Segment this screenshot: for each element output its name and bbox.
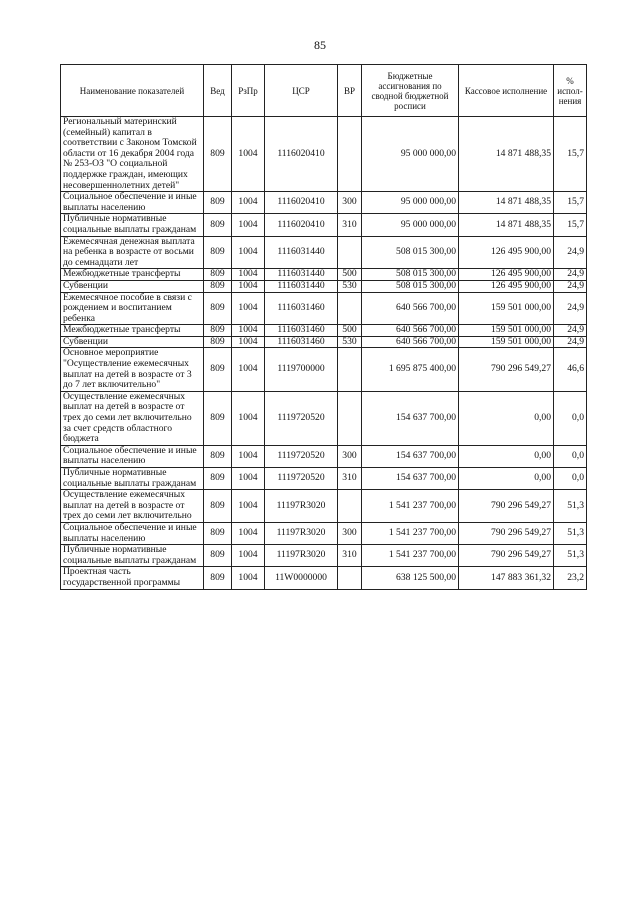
row-csr: 1119720520 [265,445,338,467]
row-rzpr: 1004 [232,269,265,281]
row-pct: 24,9 [554,336,587,348]
row-name: Осуществление ежемесячных выплат на детей в возрасте от трех до семи лет включительно [61,490,204,523]
row-cash: 14 871 488,35 [459,192,554,214]
row-budget: 154 637 700,00 [362,445,459,467]
row-cash: 790 296 549,27 [459,545,554,567]
table-row [61,269,587,281]
row-budget: 640 566 700,00 [362,336,459,348]
row-csr: 1116031460 [265,325,338,337]
row-budget: 640 566 700,00 [362,292,459,325]
row-ved: 809 [204,348,232,391]
row-name: Межбюджетные трансферты [61,325,204,337]
row-rzpr: 1004 [232,292,265,325]
row-rzpr: 1004 [232,236,265,269]
row-name: Социальное обеспечение и иные выплаты населению [61,445,204,467]
header-pct: % испол-нения [554,65,587,117]
row-name: Межбюджетные трансферты [61,269,204,281]
page-number: 85 [314,38,326,52]
row-ved: 809 [204,391,232,445]
row-budget: 508 015 300,00 [362,236,459,269]
row-cash: 147 883 361,32 [459,567,554,589]
row-vr: 310 [338,214,362,236]
row-csr: 1119720520 [265,468,338,490]
header-vr: ВР [338,65,362,117]
row-rzpr: 1004 [232,214,265,236]
row-csr: 1116031440 [265,236,338,269]
row-pct: 0,0 [554,391,587,445]
row-budget: 1 541 237 700,00 [362,490,459,523]
row-rzpr: 1004 [232,348,265,391]
row-ved: 809 [204,292,232,325]
row-name: Региональный материнский (семейный) капитал в соответствии с Законом Томской области от 16 декабря 2004 года № 253-ОЗ "О социальной поддержке граждан, имеющих несовершеннолетних детей" [61,117,204,192]
table-row [61,468,587,490]
row-rzpr: 1004 [232,325,265,337]
row-vr: 500 [338,325,362,337]
row-vr: 530 [338,280,362,292]
row-rzpr: 1004 [232,567,265,589]
row-name: Субвенции [61,336,204,348]
row-cash: 0,00 [459,391,554,445]
row-vr [338,236,362,269]
row-csr: 1116031460 [265,292,338,325]
header-rzpr: РзПр [232,65,265,117]
row-vr [338,490,362,523]
row-cash: 14 871 488,35 [459,214,554,236]
row-rzpr: 1004 [232,522,265,544]
row-ved: 809 [204,117,232,192]
row-ved: 809 [204,325,232,337]
table-row [61,567,587,589]
row-rzpr: 1004 [232,468,265,490]
row-csr: 11W0000000 [265,567,338,589]
row-ved: 809 [204,336,232,348]
row-ved: 809 [204,269,232,281]
row-pct: 46,6 [554,348,587,391]
row-vr: 310 [338,468,362,490]
row-csr: 1116031440 [265,280,338,292]
row-pct: 24,9 [554,269,587,281]
row-cash: 790 296 549,27 [459,348,554,391]
row-pct: 24,9 [554,325,587,337]
row-rzpr: 1004 [232,280,265,292]
row-cash: 0,00 [459,468,554,490]
row-name: Ежемесячная денежная выплата на ребенка в возрасте от восьми до семнадцати лет [61,236,204,269]
row-cash: 159 501 000,00 [459,292,554,325]
row-rzpr: 1004 [232,192,265,214]
row-vr: 530 [338,336,362,348]
table-row [61,348,587,391]
row-ved: 809 [204,468,232,490]
table-row [61,236,587,269]
row-pct: 23,2 [554,567,587,589]
row-pct: 15,7 [554,192,587,214]
row-name: Социальное обеспечение и иные выплаты населению [61,192,204,214]
row-rzpr: 1004 [232,545,265,567]
row-pct: 0,0 [554,468,587,490]
header-name: Наименование показателей [61,65,204,117]
row-csr: 11197R3020 [265,545,338,567]
row-pct: 51,3 [554,490,587,523]
row-budget: 1 541 237 700,00 [362,522,459,544]
row-ved: 809 [204,192,232,214]
row-cash: 126 495 900,00 [459,269,554,281]
row-vr [338,117,362,192]
row-cash: 14 871 488,35 [459,117,554,192]
row-ved: 809 [204,445,232,467]
table-row [61,214,587,236]
table-row [61,445,587,467]
row-ved: 809 [204,545,232,567]
row-vr: 310 [338,545,362,567]
row-budget: 154 637 700,00 [362,468,459,490]
header-ved: Вед [204,65,232,117]
row-csr: 1119700000 [265,348,338,391]
row-budget: 508 015 300,00 [362,269,459,281]
row-name: Осуществление ежемесячных выплат на детей в возрасте от трех до семи лет включительно за счет средств областного бюджета [61,391,204,445]
row-budget: 508 015 300,00 [362,280,459,292]
row-pct: 24,9 [554,292,587,325]
row-name: Публичные нормативные социальные выплаты гражданам [61,214,204,236]
table-row [61,391,587,445]
row-rzpr: 1004 [232,490,265,523]
row-rzpr: 1004 [232,391,265,445]
header-budget: Бюджетные ассигнования по сводной бюджетной росписи [362,65,459,117]
table-row [61,280,587,292]
row-csr: 1119720520 [265,391,338,445]
row-ved: 809 [204,567,232,589]
row-cash: 126 495 900,00 [459,236,554,269]
row-pct: 15,7 [554,117,587,192]
row-rzpr: 1004 [232,117,265,192]
table-row [61,325,587,337]
row-budget: 95 000 000,00 [362,192,459,214]
budget-table [60,64,587,590]
row-rzpr: 1004 [232,336,265,348]
row-vr [338,391,362,445]
row-name: Проектная часть государственной программы [61,567,204,589]
row-budget: 95 000 000,00 [362,117,459,192]
row-ved: 809 [204,280,232,292]
table-row [61,336,587,348]
table-body [61,117,587,590]
table-row [61,490,587,523]
row-budget: 1 695 875 400,00 [362,348,459,391]
row-budget: 95 000 000,00 [362,214,459,236]
row-ved: 809 [204,236,232,269]
row-pct: 15,7 [554,214,587,236]
row-vr: 300 [338,445,362,467]
row-budget: 640 566 700,00 [362,325,459,337]
header-csr: ЦСР [265,65,338,117]
table-row [61,192,587,214]
row-vr [338,567,362,589]
row-name: Социальное обеспечение и иные выплаты населению [61,522,204,544]
row-csr: 11197R3020 [265,490,338,523]
row-csr: 11197R3020 [265,522,338,544]
row-vr [338,292,362,325]
row-name: Ежемесячное пособие в связи с рождением и воспитанием ребенка [61,292,204,325]
header-cash: Кассовое исполнение [459,65,554,117]
row-csr: 1116031440 [265,269,338,281]
row-name: Субвенции [61,280,204,292]
row-cash: 159 501 000,00 [459,325,554,337]
row-pct: 24,9 [554,280,587,292]
row-budget: 638 125 500,00 [362,567,459,589]
row-ved: 809 [204,214,232,236]
row-budget: 1 541 237 700,00 [362,545,459,567]
row-pct: 24,9 [554,236,587,269]
row-csr: 1116020410 [265,117,338,192]
row-csr: 1116020410 [265,192,338,214]
row-cash: 790 296 549,27 [459,490,554,523]
table-row [61,522,587,544]
row-cash: 0,00 [459,445,554,467]
row-cash: 126 495 900,00 [459,280,554,292]
row-budget: 154 637 700,00 [362,391,459,445]
row-name: Публичные нормативные социальные выплаты гражданам [61,468,204,490]
row-name: Основное мероприятие "Осуществление ежемесячных выплат на детей в возрасте от 3 до 7 лет включительно" [61,348,204,391]
row-csr: 1116031460 [265,336,338,348]
row-ved: 809 [204,522,232,544]
table-row [61,545,587,567]
row-pct: 0,0 [554,445,587,467]
row-pct: 51,3 [554,522,587,544]
row-cash: 159 501 000,00 [459,336,554,348]
row-vr: 300 [338,192,362,214]
row-ved: 809 [204,490,232,523]
row-rzpr: 1004 [232,445,265,467]
row-pct: 51,3 [554,545,587,567]
row-cash: 790 296 549,27 [459,522,554,544]
row-vr [338,348,362,391]
table-row [61,117,587,192]
row-vr: 300 [338,522,362,544]
row-csr: 1116020410 [265,214,338,236]
row-vr: 500 [338,269,362,281]
table-header [61,65,587,117]
row-name: Публичные нормативные социальные выплаты гражданам [61,545,204,567]
table-row [61,292,587,325]
